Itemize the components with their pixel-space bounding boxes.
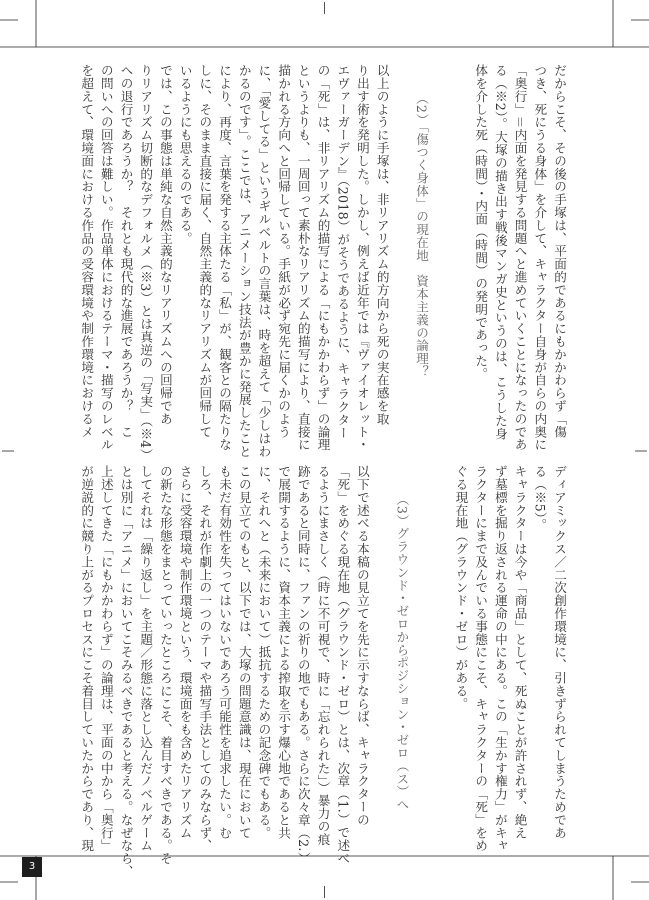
text-line: （2）「傷つく身体」の現在地 資本主義の論理？ xyxy=(414,92,430,378)
text-line xyxy=(431,465,451,837)
text-line: る（※5）。 xyxy=(532,465,548,532)
page-number: 3 xyxy=(22,857,42,877)
text-line: とは別に「アニメ」においてこそみるべきであると考える。なぜなら、 xyxy=(118,465,134,878)
text-line: いるようにも思えるのである。 xyxy=(177,64,193,245)
text-line: （3）グラウンド・ゼロからポジション・ゼロ（ス）へ xyxy=(394,493,410,811)
text-line: では、この事態は単純な自然主義的なリアリズムへの回帰であ xyxy=(157,64,173,426)
text-line: この見立てのもと、以下では、大塚の問題意識は、現在において xyxy=(236,465,252,840)
text-line: ラクターにまで及んでいる事態にこそ、キャラクターの「死」をめ xyxy=(473,465,489,852)
text-line: 描かれる方向へと回帰している。手紙が必ず宛先に届くかのよう xyxy=(276,64,292,439)
text-line: さらに受容環境や制作環境という、環境面をも含めたリアリズム xyxy=(177,465,193,840)
text-line: 上述してきた「にもかかわらず」の論理は、平面の中から「奥行」 xyxy=(98,465,114,852)
text-line: つき、死にうる身体」を介して、キャラクター自身が自らの内奥に xyxy=(532,64,548,451)
text-line: しろ、それが作劇上の一つのテーマや描写手法としてのみならず、 xyxy=(197,465,213,852)
text-line: かるのです」。ここでは、アニメーション技法が豊かに発展したこと xyxy=(236,64,252,458)
text-line: だからこそ、その後の手塚は、平面的であるにもかかわらず「傷 xyxy=(552,64,567,439)
text-line: というよりも、一周回って素朴なリアリズム的描写により、直接に xyxy=(295,64,311,451)
text-line: に、「愛してる」というギルベルトの言葉は、時を超えて「少しはわ xyxy=(256,64,272,458)
text-line: への退行であろうか？ それとも現代的な進展であろうか？ こ xyxy=(118,64,134,439)
text-line: で展開するように、資本主義による搾取を示す爆心地であると共 xyxy=(276,465,292,840)
text-line: により、再度、言葉を発する主体たる「私」が、観客との隔たりな xyxy=(217,64,233,451)
text-line xyxy=(392,64,412,436)
text-line: 跡であると同時に、ファンの祈りの地でもある。さらに次々章（2.） xyxy=(295,465,311,865)
text-line: るようにまさしく（時に不可視で、時に「忘れられた」）暴力の痕 xyxy=(315,465,331,846)
bottom-text-block xyxy=(76,465,569,878)
text-line: に、それへと（未来において）抵抗するための記念碑でもある。 xyxy=(256,465,272,840)
text-line: 「死」をめぐる現在地（グラウンド・ゼロ）とは、次章（1.）で述べ xyxy=(335,465,351,865)
text-line: の新たな形態をまとっていったところにこそ、着目すべきである。そ xyxy=(157,465,173,865)
text-line: る（※2）。大塚の描き出す戦後マンガ史というのは、こうした身 xyxy=(492,64,508,441)
top-text-block xyxy=(76,64,569,462)
text-line: ぐる現在地（グラウンド・ゼロ）がある。 xyxy=(453,465,469,711)
text-line: 以下で述べる本稿の見立てを先に示すならば、キャラクターの xyxy=(354,465,370,827)
text-line: が逆説的に競り上がるプロセスにこそ着目していたからであり、現 xyxy=(79,465,95,852)
text-line xyxy=(411,465,431,837)
text-line: キャラクターは今や「商品」として、死ぬことが許されず、絶え xyxy=(512,465,528,840)
text-line xyxy=(372,465,392,837)
text-line: してそれは「繰り返し」を主題／形態に落とし込んだノベルゲーム xyxy=(138,465,154,852)
text-line: も未だ有効性を失ってはいないであろう可能性を追求したい。む xyxy=(217,465,233,840)
text-line: り出す術を発明した。しかし、例えば近年では『ヴァイオレット・ xyxy=(354,64,370,451)
text-line: の問いへの回答は難しい。作品単体におけるテーマ・描写のレベル xyxy=(98,64,114,451)
text-line: ディアミックス／二次創作環境に、引きずられてしまうためであ xyxy=(552,465,567,840)
text-line: りリアリズム切断的なデフォルメ（※3）とは真逆の「写実」（※4） xyxy=(138,64,154,462)
text-line xyxy=(451,64,471,436)
text-line: エヴァーガーデン』（2018）がそうであるように、キャラクター xyxy=(335,64,351,440)
text-line: 体を介した死（時間）・内面（時間）の発明であった。 xyxy=(473,64,489,381)
text-line: ず墓標を掘り返される運命の中にある。この「生かす権力」がキャ xyxy=(492,465,508,852)
text-line: 以上のように手塚は、非リアリズム的方向から死の実在感を取 xyxy=(374,64,390,426)
text-line: の「死」は、非リアリズム的描写による「にもかかわらず」の論理 xyxy=(315,64,331,451)
text-line: しに、そのまま直接に届く、自然主義的なリアリズムが回帰して xyxy=(197,64,213,439)
text-line: 「奥行」＝内面を発見する問題へと進めていくことになったのであ xyxy=(512,64,528,451)
text-line xyxy=(431,64,451,436)
text-line: を超えて、環境面における作品の受容環境や制作環境におけるメ xyxy=(79,64,95,439)
